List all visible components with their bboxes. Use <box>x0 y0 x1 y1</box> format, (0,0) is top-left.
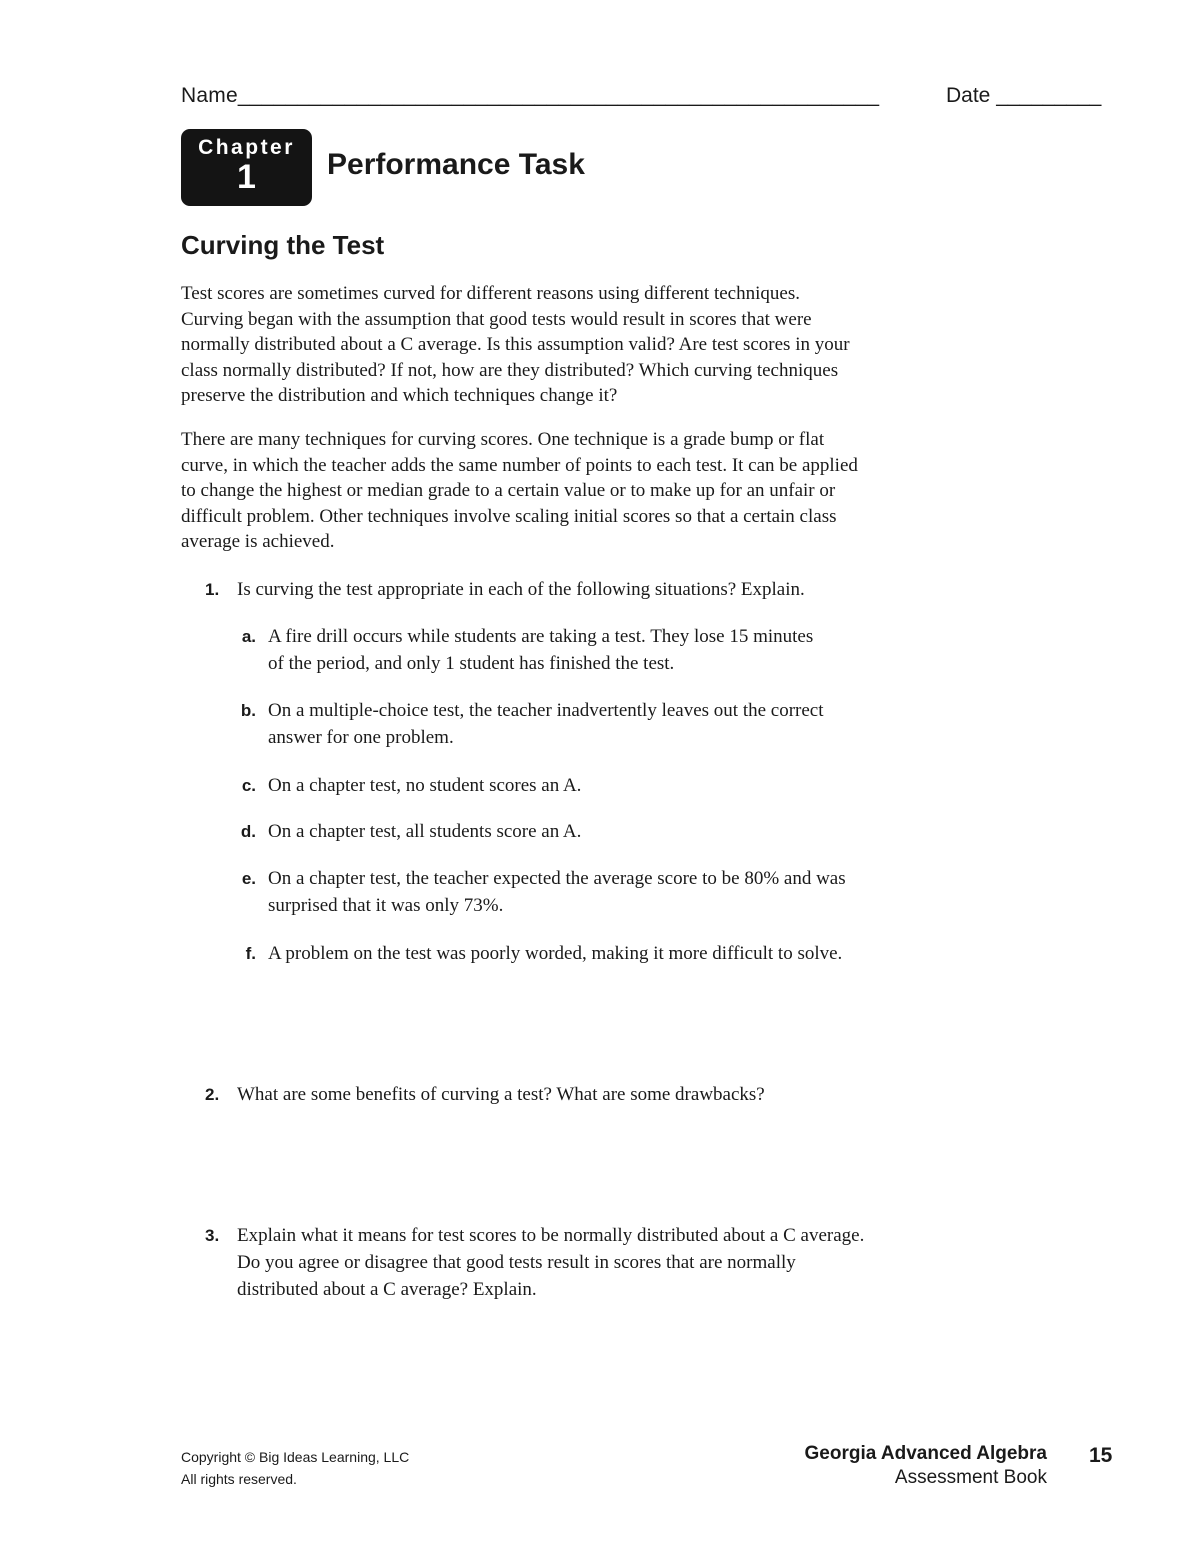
part-line: On a multiple-choice test, the teacher inadvertently leaves out the correct <box>268 700 824 721</box>
part-text <box>268 865 846 919</box>
question-line: Do you agree or disagree that good tests result in scores that are normally <box>237 1252 796 1273</box>
question-text <box>237 1222 864 1303</box>
part-line: surprised that it was only 73%. <box>268 895 504 916</box>
paragraph-line: class normally distributed? If not, how are they distributed? Which curving techniques <box>181 359 839 381</box>
question-number: 3. <box>205 1226 220 1245</box>
part-line: On a chapter test, no student scores an A. <box>268 775 582 796</box>
question-number: 2. <box>205 1085 220 1104</box>
section-title: Curving the Test <box>181 230 385 260</box>
part-text <box>268 940 842 967</box>
copyright-line: Copyright © Big Ideas Learning, LLC <box>181 1449 410 1465</box>
part-line: A problem on the test was poorly worded, making it more difficult to solve. <box>268 943 843 964</box>
book-title: Georgia Advanced Algebra <box>804 1443 1047 1464</box>
paragraph-line: difficult problem. Other techniques involve scaling initial scores so that a certain class <box>181 505 837 527</box>
paragraph-line: Curving began with the assumption that good tests would result in scores that were <box>181 308 812 330</box>
chapter-badge-word: Chapter <box>198 136 295 159</box>
part-line: On a chapter test, all students score an A. <box>268 821 582 842</box>
date-field-label: Date _________ <box>946 84 1102 107</box>
chapter-badge-number: 1 <box>237 158 256 196</box>
part-line: of the period, and only 1 student has finished the test. <box>268 653 675 674</box>
name-field-label: Name______________________________________________________ <box>181 84 880 107</box>
copyright-notice <box>181 1446 409 1490</box>
part-text <box>268 697 824 751</box>
question-text <box>237 1081 765 1108</box>
part-text <box>268 818 581 845</box>
part-line: On a chapter test, the teacher expected the average score to be 80% and was <box>268 868 846 889</box>
paragraph-line: There are many techniques for curving scores. One technique is a grade bump or flat <box>181 429 825 450</box>
rights-line: All rights reserved. <box>181 1471 297 1487</box>
part-label: c. <box>241 776 256 795</box>
part-text <box>268 772 581 799</box>
question-line: Is curving the test appropriate in each of the following situations? Explain. <box>237 579 805 600</box>
part-line: answer for one problem. <box>268 727 454 748</box>
page-number: 15 <box>1089 1444 1113 1467</box>
paragraph-line: to change the highest or median grade to a certain value or to make up for an unfair or <box>181 480 836 501</box>
paragraph-line: Test scores are sometimes curved for different reasons using different techniques. <box>181 283 800 304</box>
part-label: e. <box>241 869 256 888</box>
part-label: d. <box>240 822 256 841</box>
book-title-block <box>805 1442 1048 1490</box>
paragraph-line: normally distributed about a C average. Is this assumption valid? Are test scores in your <box>181 334 850 355</box>
paragraph-line: average is achieved. <box>181 531 335 552</box>
question-line: What are some benefits of curving a test? What are some drawbacks? <box>237 1084 765 1105</box>
part-line: A fire drill occurs while students are taking a test. They lose 15 minutes <box>268 626 814 647</box>
intro-paragraph-1 <box>181 281 971 409</box>
part-label: a. <box>241 627 256 646</box>
question-line: Explain what it means for test scores to be normally distributed about a C average. <box>237 1225 865 1246</box>
part-label: f. <box>245 944 256 963</box>
question-number: 1. <box>205 580 220 599</box>
book-subtitle: Assessment Book <box>894 1467 1047 1488</box>
paragraph-line: preserve the distribution and which techniques change it? <box>181 385 618 406</box>
page-title: Performance Task <box>327 148 585 181</box>
paragraph-line: curve, in which the teacher adds the same number of points to each test. It can be applied <box>181 454 858 476</box>
question-text <box>237 576 805 603</box>
chapter-badge <box>181 129 312 206</box>
question-line: distributed about a C average? Explain. <box>237 1279 537 1300</box>
intro-paragraph-2 <box>181 427 971 555</box>
part-text <box>268 623 813 677</box>
part-label: b. <box>240 701 256 720</box>
